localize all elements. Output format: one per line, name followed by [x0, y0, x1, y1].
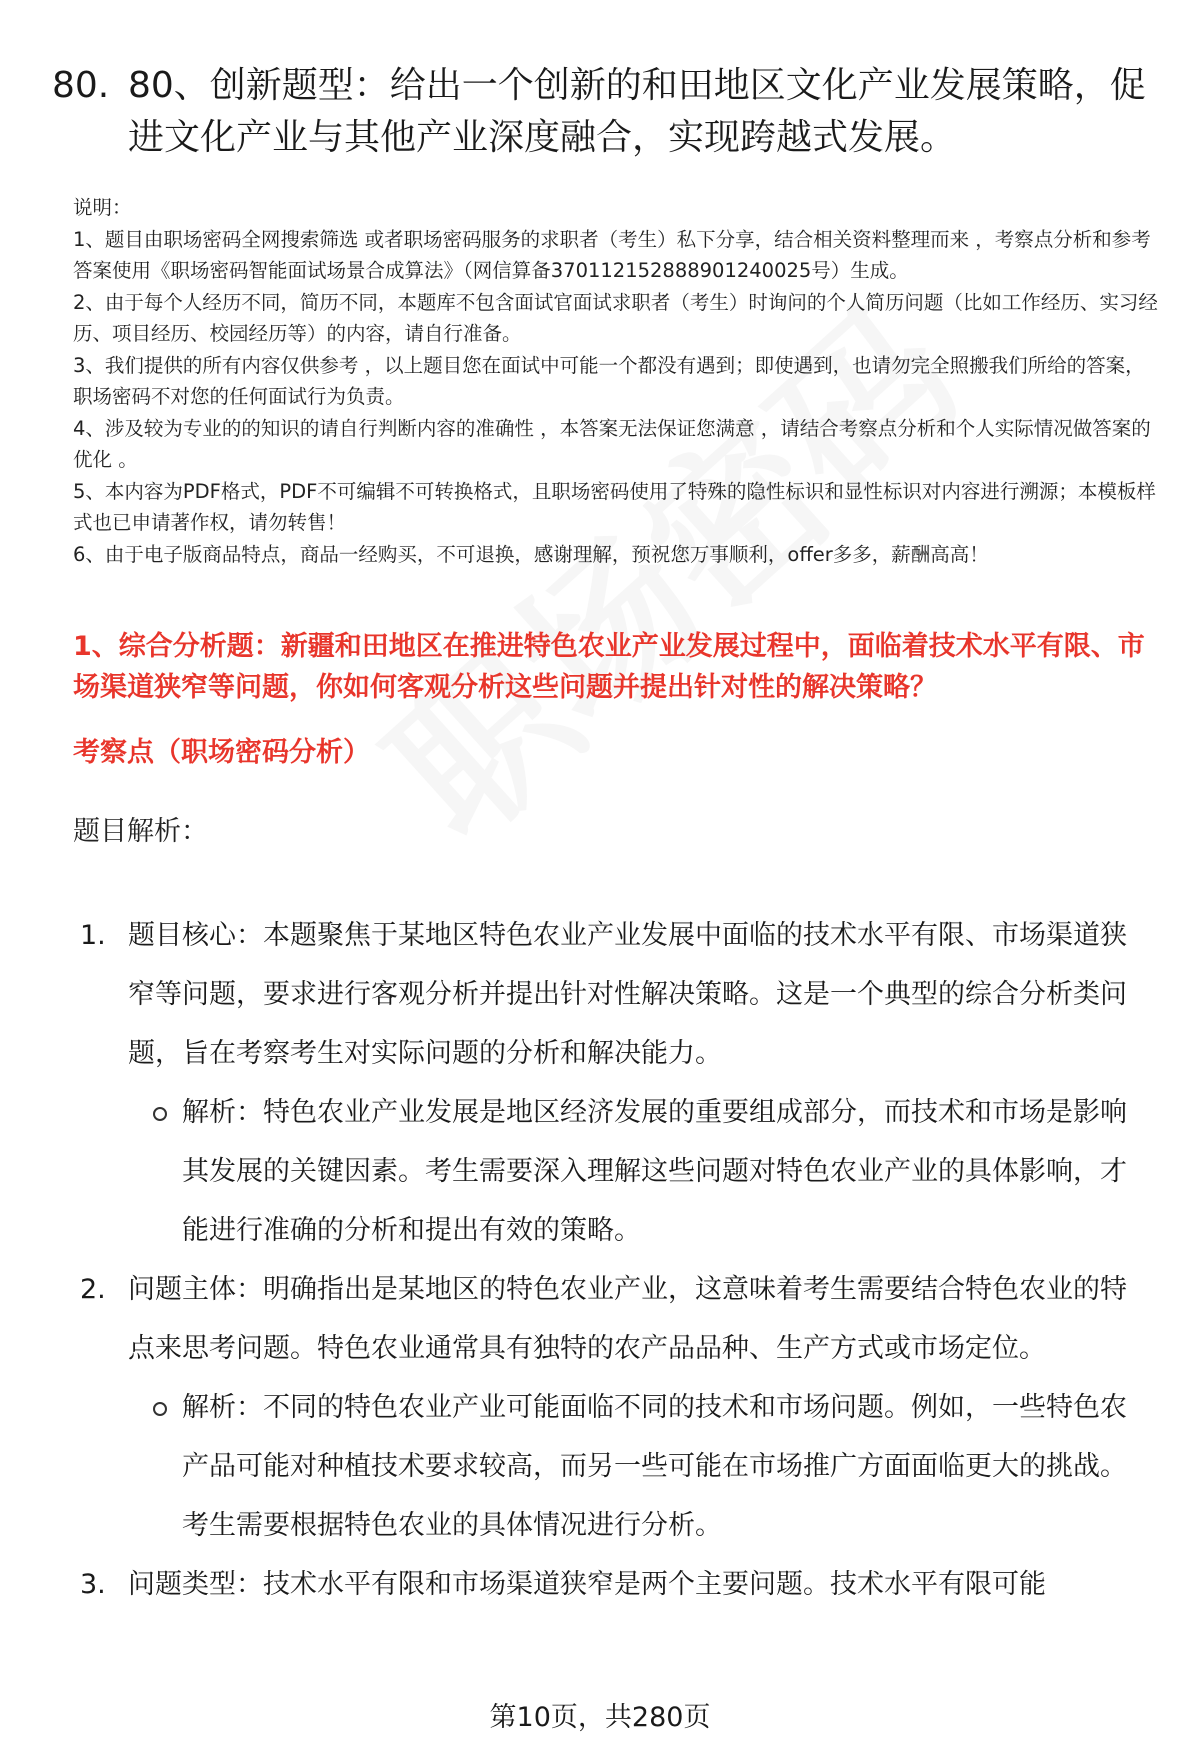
question-heading: 1、综合分析题：新疆和田地区在推进特色农业产业发展过程中，面临着技术水平有限、市场渠道狭窄等问题，你如何客观分析这些问题并提出针对性的解决策略？ [73, 631, 1145, 703]
analysis-subitem-text: 解析：不同的特色农业产业可能面临不同的技术和市场问题。例如，一些特色农产品可能对种植技术要求较高，而另一些可能在市场推广方面面临更大的挑战。考生需要根据特色农业的具体情况进行分析。 [182, 1392, 1127, 1541]
analysis-item [80, 1555, 1145, 1614]
analysis-item-text: 题目核心：本题聚焦于某地区特色农业产业发展中面临的技术水平有限、市场渠道狭窄等问题，要求进行客观分析并提出针对性解决策略。这是一个典型的综合分析类问题，旨在考察考生对实际问题的分析和解决能力。 [128, 920, 1127, 1069]
header-question-number: 80. [52, 65, 110, 106]
note-item: 6、由于电子版商品特点，商品一经购买，不可退换，感谢理解，预祝您万事顺利，offer多多，薪酬高高！ [73, 542, 989, 566]
analysis-item-number: 3. [80, 1569, 106, 1600]
analysis-item [80, 1260, 1145, 1378]
page-footer: 第10页，共280页 [489, 1702, 711, 1733]
analysis-subtitle: 题目解析： [73, 816, 208, 847]
notes-title: 说明： [73, 196, 132, 219]
note-item: 2、由于每个人经历不同，简历不同，本题库不包含面试官面试求职者（考生）时询问的个人简历问题（比如工作经历、实习经历、项目经历、校园经历等）的内容，请自行准备。 [73, 290, 1158, 345]
analysis-item-text: 问题类型：技术水平有限和市场渠道狭窄是两个主要问题。技术水平有限可能 [128, 1569, 1046, 1600]
circle-bullet-icon [152, 1378, 182, 1555]
analysis-list [80, 906, 1145, 1614]
note-item: 1、题目由职场密码全网搜索筛选 或者职场密码服务的求职者（考生）私下分享，结合相关资料整理而来 ，考察点分析和参考答案使用《职场密码智能面试场景合成算法》（网信算备370112152888901240025号）生成。 [73, 227, 1151, 282]
note-item: 3、我们提供的所有内容仅供参考 ，以上题目您在面试中可能一个都没有遇到；即使遇到，也请勿完全照搬我们所给的答案，职场密码不对您的任何面试行为负责。 [73, 353, 1145, 408]
analysis-item [80, 906, 1145, 1083]
analysis-item-number: 2. [80, 1274, 106, 1305]
analysis-subitem-text: 解析：特色农业产业发展是地区经济发展的重要组成部分，而技术和市场是影响其发展的关键因素。考生需要深入理解这些问题对特色农业产业的具体影响，才能进行准确的分析和提出有效的策略。 [182, 1097, 1127, 1246]
notes-block [73, 192, 1158, 570]
analysis-subitem [152, 1378, 1145, 1555]
analysis-item-text: 问题主体：明确指出是某地区的特色农业产业，这意味着考生需要结合特色农业的特点来思考问题。特色农业通常具有独特的农产品品种、生产方式或市场定位。 [128, 1274, 1127, 1364]
note-item: 4、涉及较为专业的的知识的请自行判断内容的准确性 ，本答案无法保证您满意 ，请结合考察点分析和个人实际情况做答案的优化 。 [73, 416, 1151, 471]
analysis-subitem [152, 1083, 1145, 1260]
analysis-item-number: 1. [80, 920, 106, 951]
note-item: 5、本内容为PDF格式，PDF不可编辑不可转换格式，且职场密码使用了特殊的隐性标识和显性标识对内容进行溯源；本模板样式也已申请著作权，请勿转售！ [73, 479, 1156, 534]
header-question [52, 60, 1162, 164]
circle-bullet-icon [152, 1083, 182, 1260]
section-heading: 考察点（职场密码分析） [73, 737, 370, 768]
header-question-text: 80、创新题型：给出一个创新的和田地区文化产业发展策略，促进文化产业与其他产业深度融合，实现跨越式发展。 [128, 65, 1146, 158]
